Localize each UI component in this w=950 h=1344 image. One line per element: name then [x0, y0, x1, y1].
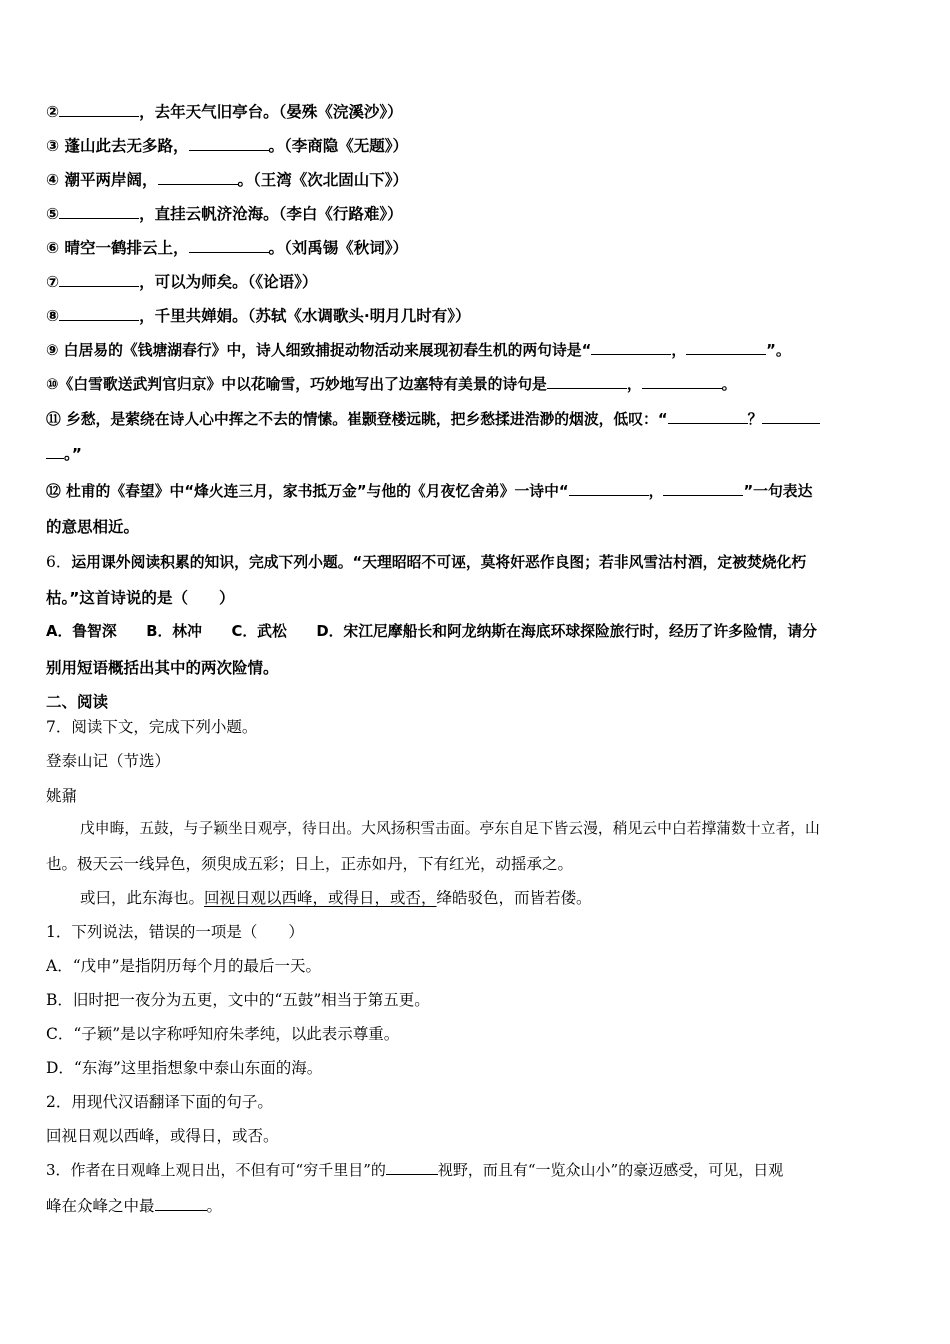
- answer-blank[interactable]: [386, 1159, 438, 1175]
- article-para1-line2: [46, 853, 906, 875]
- item-text: ，可以为师矣。（《论语》）: [139, 273, 318, 291]
- option-text: D．“东海”这里指想象中泰山东面的海。: [46, 1059, 323, 1077]
- item-text: 。（李商隐《无题》）: [268, 137, 409, 155]
- question-6-cont: [46, 587, 906, 609]
- section-title: [46, 691, 906, 713]
- article-para2: [80, 887, 906, 909]
- item-text: ⑩《白雪歌送武判官归京》中以花喻雪，巧妙地写出了边塞特有美景的诗句是: [46, 376, 547, 393]
- answer-blank[interactable]: [46, 443, 64, 459]
- question-text: 1．下列说法，错误的一项是（ ）: [46, 923, 304, 941]
- question-6-options-cont: [46, 657, 906, 679]
- answer-blank[interactable]: [189, 135, 269, 151]
- answer-blank[interactable]: [569, 480, 649, 496]
- poetry-item-3: [46, 135, 906, 157]
- option-d[interactable]: [46, 1057, 906, 1079]
- answer-blank[interactable]: [762, 408, 820, 424]
- poetry-item-7: [46, 271, 906, 293]
- author-text: 姚鼐: [46, 787, 78, 805]
- answer-blank[interactable]: [668, 408, 748, 424]
- item-text: ”一句表达: [743, 483, 813, 500]
- item-text: ，: [648, 483, 664, 500]
- question-text: 峰在众峰之中最: [46, 1197, 155, 1215]
- answer-blank[interactable]: [155, 1195, 207, 1211]
- item-text: ⑫ 杜甫的《春望》中“烽火连三月，家书抵万金”与他的《月夜忆舍弟》一诗中“: [46, 483, 569, 500]
- underlined-sentence: 回视日观以西峰，或得日，或否，: [204, 889, 437, 907]
- item-text: ④ 潮平两岸阔，: [46, 171, 158, 189]
- question-text: 7．阅读下文，完成下列小题。: [46, 718, 258, 736]
- item-number: ②: [46, 103, 60, 121]
- poetry-item-12: [46, 480, 906, 503]
- answer-blank[interactable]: [59, 203, 139, 219]
- item-text: ，: [671, 342, 687, 359]
- sub-question-2: [46, 1091, 906, 1113]
- poetry-item-11: [46, 408, 906, 431]
- option-text: B．旧时把一夜分为五更，文中的“五鼓”相当于第五更。: [46, 991, 430, 1009]
- section-heading: 二、阅读: [46, 693, 109, 711]
- answer-blank[interactable]: [59, 101, 139, 117]
- question-text: 枯。”这首诗说的是（ ）: [46, 589, 235, 607]
- item-text: ，: [626, 376, 642, 393]
- option-c[interactable]: [46, 1023, 906, 1045]
- paragraph-text: 或曰，此东海也。: [80, 889, 205, 907]
- item-number: ⑤: [46, 205, 60, 223]
- option-a[interactable]: [46, 955, 906, 977]
- sub-question-3-cont: [46, 1195, 906, 1217]
- item-text: ？: [747, 411, 763, 428]
- question-text: 运用课外阅读积累的知识，完成下列小题。“天理昭昭不可诬，莫将奸恶作良图；若非风雪沽村酒，定被焚烧化朽: [71, 554, 807, 571]
- sub-question-2-sentence: [46, 1125, 906, 1147]
- item-text: 。”: [64, 445, 82, 463]
- item-text: ⑥ 晴空一鹤排云上，: [46, 239, 189, 257]
- question-text: 。: [206, 1197, 223, 1215]
- article-author: [46, 785, 906, 807]
- option-text: C．“子颖”是以字称呼知府朱孝纯，以此表示尊重。: [46, 1025, 400, 1043]
- item-text: 的意思相近。: [46, 518, 140, 536]
- question-text: 别用短语概括出其中的两次险情。: [46, 659, 279, 677]
- answer-blank[interactable]: [547, 373, 627, 389]
- item-text: ⑨ 白居易的《钱塘湖春行》中，诗人细致捕捉动物活动来展现初春生机的两句诗是“: [46, 342, 592, 359]
- answer-blank[interactable]: [591, 339, 671, 355]
- option-text: A．“戊申”是指阴历每个月的最后一天。: [46, 957, 322, 975]
- poetry-item-2: [46, 101, 906, 123]
- item-text: 。（刘禹锡《秋词》）: [268, 239, 409, 257]
- answer-blank[interactable]: [642, 373, 722, 389]
- sub-question-3: [46, 1159, 906, 1181]
- answer-blank[interactable]: [663, 480, 743, 496]
- poetry-item-6: [46, 237, 906, 259]
- answer-blank[interactable]: [189, 237, 269, 253]
- paragraph-text: 绛皓驳色，而皆若偻。: [436, 889, 592, 907]
- item-text: ，去年天气旧亭台。（晏殊《浣溪沙》）: [139, 103, 403, 121]
- option-b[interactable]: [46, 989, 906, 1011]
- poetry-item-10: [46, 373, 906, 396]
- question-number: 6．: [46, 553, 72, 571]
- poetry-item-9: [46, 339, 906, 362]
- question-6: [46, 551, 906, 574]
- item-text: ③ 蓬山此去无多路，: [46, 137, 189, 155]
- item-number: ⑧: [46, 307, 60, 325]
- answer-blank[interactable]: [59, 305, 139, 321]
- item-text: ，直挂云帆济沧海。（李白《行路难》）: [139, 205, 403, 223]
- question-text: 视野，而且有“一览众山小”的豪迈感受，可见，日观: [437, 1161, 784, 1179]
- article-title: [46, 750, 906, 772]
- poetry-item-4: [46, 169, 906, 191]
- poetry-item-8: [46, 305, 906, 327]
- poetry-item-5: [46, 203, 906, 225]
- article-title-text: 登泰山记（节选）: [46, 752, 171, 770]
- poetry-item-11-cont: [46, 443, 906, 465]
- question-6-options: [46, 621, 906, 643]
- options-text: A．鲁智深 B．林冲 C．武松 D．宋江尼摩船长和阿龙纳斯在海底环球探险旅行时，经历了许多险情，请分: [46, 623, 817, 640]
- article-para1-line1: [80, 818, 906, 840]
- sub-question-1: [46, 921, 906, 943]
- paragraph-text: 也。极天云一线异色，须臾成五彩；日上，正赤如丹，下有红光，动摇承之。: [46, 855, 574, 873]
- question-7-intro: [46, 716, 906, 738]
- question-text: 2．用现代汉语翻译下面的句子。: [46, 1093, 273, 1111]
- answer-blank[interactable]: [686, 339, 766, 355]
- item-text: ⑪ 乡愁，是萦绕在诗人心中挥之不去的情愫。崔颢登楼远眺，把乡愁揉进浩渺的烟波，低叹：“: [46, 411, 668, 428]
- poetry-item-12-cont: [46, 516, 906, 538]
- paragraph-text: 戊申晦，五鼓，与子颖坐日观亭，待日出。大风扬积雪击面。亭东自足下皆云漫，稍见云中白若撑蒲数十立者，山: [80, 820, 820, 837]
- item-text: ，千里共婵娟。（苏轼《水调歌头·明月几时有》）: [139, 307, 471, 325]
- sentence-text: 回视日观以西峰，或得日，或否。: [46, 1127, 279, 1145]
- item-text: 。（王湾《次北固山下》）: [237, 171, 409, 189]
- answer-blank[interactable]: [59, 271, 139, 287]
- question-text: 3．作者在日观峰上观日出，不但有可“穷千里目”的: [46, 1161, 386, 1179]
- answer-blank[interactable]: [158, 169, 238, 185]
- item-text: 。: [721, 376, 737, 393]
- item-text: ”。: [766, 342, 791, 359]
- item-number: ⑦: [46, 273, 60, 291]
